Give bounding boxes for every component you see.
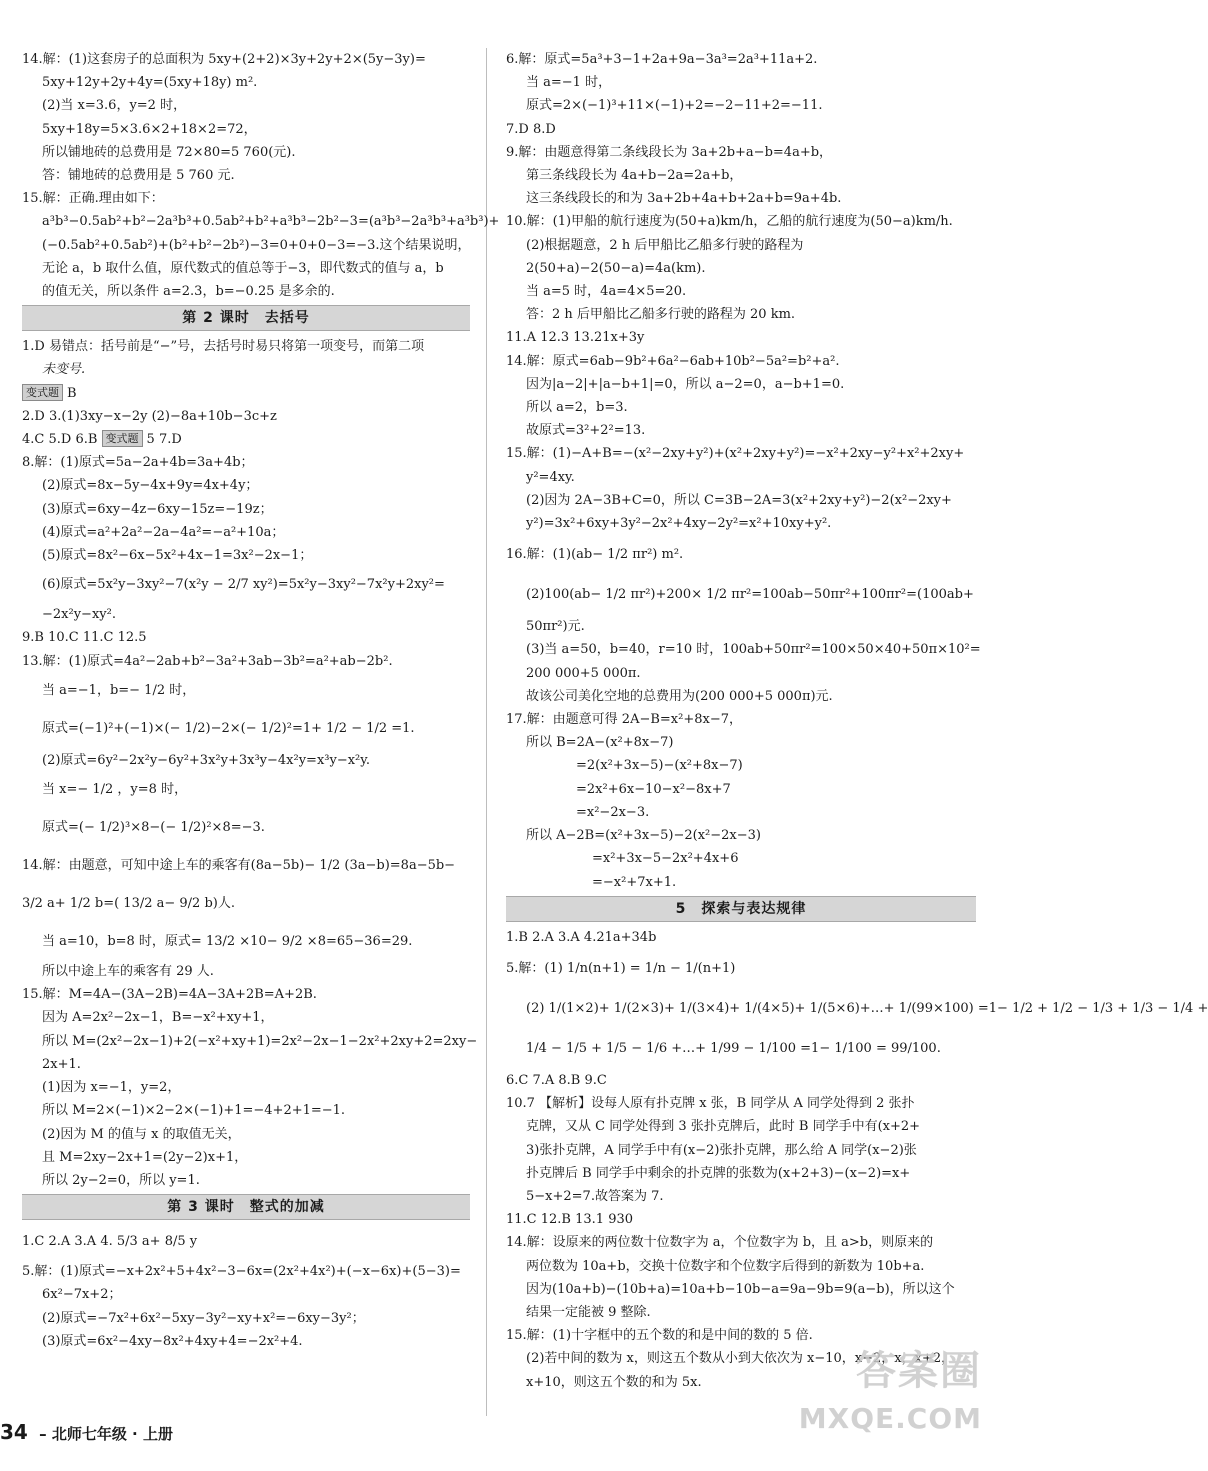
watermark-url: MXQE.COM: [798, 1402, 982, 1435]
r-q6-line: 6.解：原式=5a³+3−1+2a+9a−3a³=2a³+11a+2.: [506, 52, 818, 67]
r-q14-line: 所以 a=2，b=3.: [526, 400, 628, 416]
r-q16-line: 50πr²)元.: [526, 619, 585, 635]
r-q14-line: 因为|a−2|+|a−b+1|=0，所以 a−2=0，a−b+1=0.: [526, 376, 845, 392]
q14-line: 5xy+18y=5×3.6×2+18×2=72，: [42, 121, 257, 137]
r-q9-line: 9.解：由题意得第二条线段长为 3a+2b+a−b=4a+b，: [506, 144, 833, 160]
r-s5-q14-block: [506, 1231, 976, 1324]
r-s5-q14-line: 两位数为 10a+b，交换十位数字和个位数字后得到的新数为 10b+a.: [526, 1258, 925, 1274]
s2-q4-answers-2: 5 7.D: [146, 432, 182, 448]
r-q16-line: 16.解：(1)(ab− 1/2 πr²) m².: [506, 547, 684, 563]
r-q7-line: 7.D 8.D: [506, 121, 556, 137]
r-q9-line: 第三条线段长为 4a+b−2a=2a+b，: [526, 168, 743, 184]
s2-q15-line: 所以 2y−2=0，所以 y=1.: [42, 1172, 200, 1188]
r-q11-line: 11.A 12.3 13.21x+3y: [506, 330, 645, 346]
section-header-patterns: 5 探索与表达规律: [506, 896, 976, 922]
r-q17-line: 17.解：由题意可得 2A−B=x²+8x−7，: [506, 712, 743, 728]
r-q17-line: =2x²+6x−10−x²−8x+7: [576, 781, 731, 797]
r-s5-q10-block: [506, 1092, 976, 1208]
s2-q8-line: −2x²y−xy².: [42, 607, 116, 623]
r-q9-line: 这三条线段长的和为 3a+2b+4a+b+2a+b=9a+4b.: [526, 191, 842, 207]
q15-line: 15.解：正确.理由如下：: [22, 191, 164, 207]
s3-q5-block: [22, 1260, 470, 1353]
s2-q15-line: 且 M=2xy−2x+1=(2y−2)x+1，: [42, 1149, 248, 1165]
r-q14-line: 14.解：原式=6ab−9b²+6a²−6ab+10b²−5a²=b²+a².: [506, 353, 840, 369]
s2-q8-line: 8.解：(1)原式=5a−2a+4b=3a+4b；: [22, 455, 254, 471]
s2-q13-line: (2)原式=6y²−2x²y−6y²+3x²y+3x³y−4x²y=x³y−x²y.: [42, 752, 371, 768]
r-q15-line: y²)=3x²+6xy+3y²−2x²+4xy−2y²=x²+10xy+y².: [526, 516, 832, 532]
q15-line: 无论 a，b 取什么值，原代数式的值总等于−3，即代数式的值与 a，b: [42, 260, 444, 276]
r-q10-line: 当 a=5 时，4a=4×5=20.: [526, 284, 687, 300]
r-q16-line: 故该公司美化空地的总费用为(200 000+5 000π)元.: [526, 688, 833, 704]
s2-q13-line: 13.解：(1)原式=4a²−2ab+b²−3a²+3ab−3b²=a²+ab−2b².: [22, 653, 393, 669]
s2-q15-line: (2)因为 M 的值与 x 的取值无关，: [42, 1126, 241, 1142]
r-s5-q14-line: 结果一定能被 9 整除.: [526, 1304, 651, 1320]
s2-q8-line: (2)原式=8x−5y−4x+9y=4x+4y；: [42, 478, 259, 494]
variant-tag: 变式题: [102, 430, 143, 447]
r-q6-line: 当 a=−1 时，: [526, 75, 612, 91]
r-q16-block: [506, 535, 981, 708]
s2-q15-line: 15.解：M=4A−(3A−2B)=4A−3A+2B=A+2B.: [22, 987, 317, 1003]
s2-q13-line: 当 x=− 1/2 ，y=8 时，: [42, 782, 188, 798]
left-column: [22, 48, 500, 1353]
section-header-lesson-2: 第 2 课时 去括号: [22, 305, 470, 331]
q15-block: [22, 187, 500, 303]
section-header-lesson-3: 第 3 课时 整式的加减: [22, 1194, 470, 1220]
s2-q1-line: 未变号.: [42, 362, 86, 378]
r-s5-q5-line: (2) 1/(1×2)+ 1/(2×3)+ 1/(3×4)+ 1/(4×5)+ 1/(5×6)+…+ 1/(99×100) =1− 1/2 + 1/2 − 1/3 + 1/3 − 1/4 +: [526, 1000, 1208, 1016]
r-q15-line: (2)因为 2A−3B+C=0，所以 C=3B−2A=3(x²+2xy+y²)−2(x²−2xy+: [526, 492, 952, 508]
r-s5-q5-line: 5.解：(1) 1/n(n+1) = 1/n − 1/(n+1): [506, 960, 736, 976]
q14-line: 5xy+12y+2y+4y=(5xy+18y) m².: [42, 75, 258, 91]
r-q17-line: =x²−2x−3.: [576, 804, 650, 820]
s2-q14-line: 3/2 a+ 1/2 b=( 13/2 a− 9/2 b)人.: [22, 896, 235, 912]
r-s5-q15-line: 15.解：(1)十字框中的五个数的和是中间的数的 5 倍.: [506, 1328, 813, 1344]
q14-line: 所以铺地砖的总费用是 72×80=5 760(元).: [42, 144, 296, 160]
s2-q13-line: 当 a=−1，b=− 1/2 时，: [42, 682, 196, 698]
s2-q15-line: 所以 M=2×(−1)×2−2×(−1)+1=−4+2+1=−1.: [42, 1103, 346, 1119]
r-q17-line: 所以 B=2A−(x²+8x−7): [526, 735, 674, 751]
book-title: 北师七年级 · 上册: [51, 1425, 173, 1443]
r-q10-block: [506, 210, 976, 326]
r-s5-q1-line: 1.B 2.A 3.A 4.21a+34b: [506, 929, 657, 945]
s2-q13-line: 原式=(−1)²+(−1)×(− 1/2)−2×(− 1/2)²=1+ 1/2 − 1/2 =1.: [42, 720, 415, 736]
q14-block: [22, 48, 470, 187]
q15-line: (−0.5ab²+0.5ab²)+(b²+b²−2b²)−3=0+0+0−3=−3.这个结果说明，: [42, 237, 471, 253]
s2-q14-line: 14.解：由题意，可知中途上车的乘客有(8a−5b)− 1/2 (3a−b)=8a−5b−: [22, 858, 456, 874]
r-q6-block: [506, 48, 976, 118]
q14-line: (2)当 x=3.6，y=2 时，: [42, 98, 187, 114]
s2-q13-line: 原式=(− 1/2)³×8−(− 1/2)²×8=−3.: [42, 820, 265, 836]
r-s5-q10-line: 克牌，又从 C 同学处得到 3 张扑克牌后，此时 B 同学手中有(x+2+: [526, 1119, 921, 1135]
s2-q4-line: [22, 428, 470, 451]
s2-q4-answers: 4.C 5.D 6.B: [22, 432, 98, 448]
s2-q8-line: (6)原式=5x²y−3xy²−7(x²y − 2/7 xy²)=5x²y−3xy²−7x²y+2xy²=: [42, 577, 445, 593]
s2-q15-line: 2x+1.: [42, 1056, 81, 1072]
column-divider: [486, 48, 487, 1416]
r-s5-q10-line: 扑克牌后 B 同学手中剩余的扑克牌的张数为(x+2+3)−(x−2)=x+: [526, 1165, 911, 1181]
watermark-logo: 答案圈: [856, 1348, 982, 1394]
s2-q8-line: (5)原式=8x²−6x−5x²+4x−1=3x²−2x−1；: [42, 548, 313, 564]
s2-q2-line: 2.D 3.(1)3xy−x−2y (2)−8a+10b−3c+z: [22, 408, 277, 424]
s2-q14-block: [22, 848, 470, 983]
variant-answer: B: [67, 385, 77, 401]
s2-q9-line: 9.B 10.C 11.C 12.5: [22, 630, 147, 646]
s3-q5-line: (2)原式=−7x²+6x²−5xy−3y²−xy+x²=−6xy−3y²；: [42, 1310, 365, 1326]
r-q14-line: 故原式=3²+2²=13.: [526, 423, 646, 439]
q14-line: 14.解：(1)这套房子的总面积为 5xy+(2+2)×3y+2y+2×(5y−3y)=: [22, 52, 426, 67]
r-s5-q5-line: 1/4 − 1/5 + 1/5 − 1/6 +…+ 1/99 − 1/100 =1− 1/100 = 99/100.: [526, 1040, 941, 1056]
r-s5-q14-line: 因为(10a+b)−(10b+a)=10a+b−10b−a=9a−9b=9(a−b)，所以这个: [526, 1281, 955, 1297]
s2-q15-line: 因为 A=2x²−2x−1，B=−x²+xy+1，: [42, 1010, 274, 1026]
r-q6-line: 原式=2×(−1)³+11×(−1)+2=−2−11+2=−11.: [526, 98, 823, 114]
r-s5-q10-line: 3)张扑克牌，A 同学手中有(x−2)张扑克牌，那么给 A 同学(x−2)张: [526, 1142, 917, 1158]
s2-q8-line: (3)原式=6xy−4z−6xy−15z=−19z；: [42, 501, 273, 517]
s3-q5-line: 5.解：(1)原式=−x+2x²+5+4x²−3−6x=(2x²+4x²)+(−x−6x)+(5−3)=: [22, 1264, 461, 1280]
s3-q1-line: 1.C 2.A 3.A 4. 5/3 a+ 8/5 y: [22, 1234, 198, 1250]
r-s5-q10-line: 5−x+2=7.故答案为 7.: [526, 1188, 664, 1204]
r-s5-q14-line: 14.解：设原来的两位数十位数字为 a，个位数字为 b，且 a>b，则原来的: [506, 1235, 934, 1251]
page-number: 34: [0, 1420, 28, 1444]
r-s5-q10-line: 10.7 【解析】设每人原有扑克牌 x 张，B 同学从 A 同学处得到 2 张扑: [506, 1096, 915, 1112]
q15-line: a³b³−0.5ab²+b²−2a³b³+0.5ab²+b²+a³b³−2b²−3=(a³b³−2a³b³+a³b³)+: [42, 214, 500, 230]
r-s5-q5-block: [506, 949, 1208, 1069]
r-q10-line: 10.解：(1)甲船的航行速度为(50+a)km/h，乙船的航行速度为(50−a)km/h.: [506, 214, 953, 230]
r-s5-q11-line: 11.C 12.B 13.1 930: [506, 1212, 634, 1228]
right-column: [506, 48, 1208, 1394]
s3-q5-line: (3)原式=6x²−4xy−8x²+4xy+4=−2x²+4.: [42, 1333, 303, 1349]
s2-q15-line: (1)因为 x=−1，y=2，: [42, 1080, 181, 1096]
variant-tag: 变式题: [22, 384, 63, 401]
s2-q1-variant: [22, 382, 470, 405]
r-q17-line: =2(x²+3x−5)−(x²+8x−7): [576, 758, 743, 774]
q15-line: 的值无关，所以条件 a=2.3，b=−0.25 是多余的.: [42, 284, 335, 300]
s3-q5-line: 6x²−7x+2；: [42, 1287, 122, 1303]
watermark: [772, 1343, 982, 1463]
r-q10-line: 答：2 h 后甲船比乙船多行驶的路程为 20 km.: [526, 307, 796, 323]
r-q10-line: (2)根据题意，2 h 后甲船比乙船多行驶的路程为: [526, 237, 804, 253]
r-q14-block: [506, 350, 976, 443]
footer-dash: –: [39, 1425, 47, 1443]
r-q17-line: =−x²+7x+1.: [592, 874, 677, 890]
s2-q14-line: 当 a=10，b=8 时，原式= 13/2 ×10− 9/2 ×8=65−36=29.: [42, 934, 413, 950]
s2-q14-line: 所以中途上车的乘客有 29 人.: [42, 964, 214, 980]
s2-q15-line: 所以 M=(2x²−2x−1)+2(−x²+xy+1)=2x²−2x−1−2x²+2xy+2=2xy−: [42, 1033, 478, 1049]
s2-q13-block: [22, 650, 470, 848]
r-q17-block: [506, 708, 976, 894]
q14-line: 答：铺地砖的总费用是 5 760 元.: [42, 168, 235, 184]
r-q9-block: [506, 141, 976, 211]
r-s5-q15-line: (2)若中间的数为 x，则这五个数从小到大依次为 x−10，x−2，x，x+2，: [526, 1351, 955, 1367]
page-footer: [0, 1418, 300, 1446]
s2-q8-block: [22, 451, 470, 626]
r-q15-block: [506, 442, 976, 535]
r-s5-q6-line: 6.C 7.A 8.B 9.C: [506, 1072, 607, 1088]
r-q15-line: 15.解：(1)−A+B=−(x²−2xy+y²)+(x²+2xy+y²)=−x²+2xy−y²+x²+2xy+: [506, 446, 965, 462]
r-s5-q15-line: x+10，则这五个数的和为 5x.: [526, 1374, 702, 1390]
s2-q8-line: (4)原式=a²+2a²−2a−4a²=−a²+10a；: [42, 524, 285, 540]
r-q17-line: 所以 A−2B=(x²+3x−5)−2(x²−2x−3): [526, 828, 761, 844]
r-q10-line: 2(50+a)−2(50−a)=4a(km).: [526, 260, 706, 276]
s2-q1-line: 1.D 易错点：括号前是“−”号，去括号时易只将第一项变号，而第二项: [22, 339, 425, 355]
r-q16-line: 200 000+5 000π.: [526, 665, 641, 681]
r-q16-line: (3)当 a=50，b=40，r=10 时，100ab+50πr²=100×50×40+50π×10²=: [526, 642, 981, 658]
s2-q15-block: [22, 983, 478, 1192]
r-q15-line: y²=4xy.: [526, 469, 575, 485]
r-q16-line: (2)100(ab− 1/2 πr²)+200× 1/2 πr²=100ab−50πr²+100πr²=(100ab+: [526, 587, 974, 603]
r-q17-line: =x²+3x−5−2x²+4x+6: [592, 851, 739, 867]
